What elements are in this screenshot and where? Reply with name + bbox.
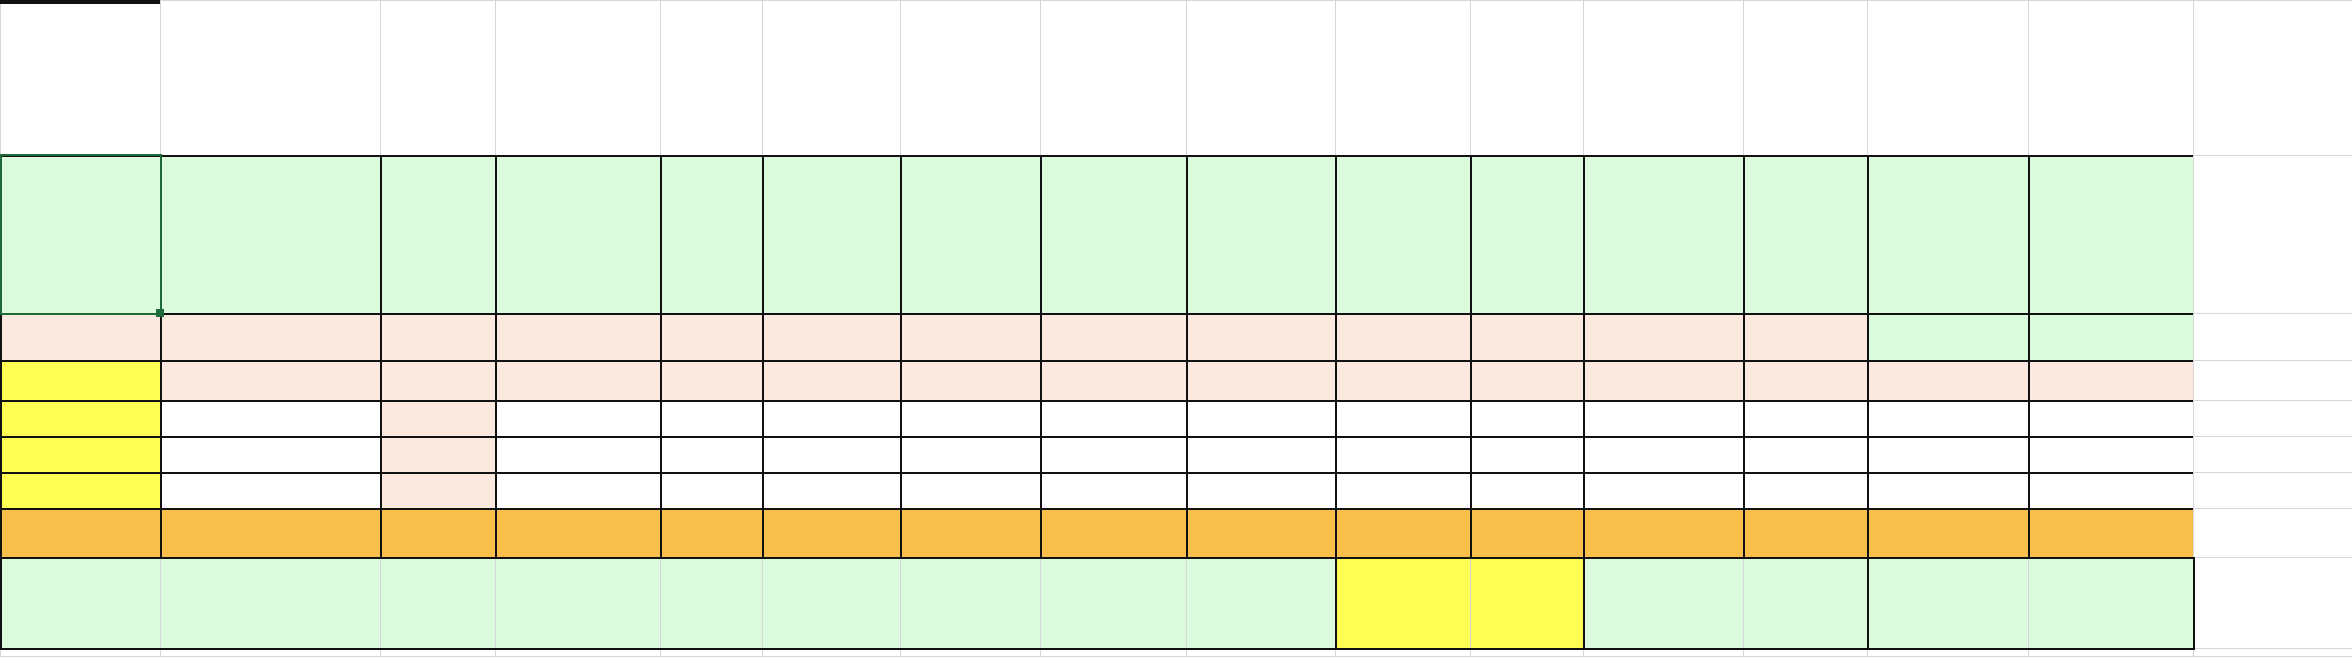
header-cumulative-loss[interactable] — [1186, 155, 1335, 313]
header-cumulative-gain[interactable] — [1040, 155, 1186, 313]
header-accumulated-hours[interactable] — [1583, 155, 1743, 313]
subheader-date[interactable] — [2193, 313, 2352, 360]
row-finish-cum-gain[interactable] — [1040, 508, 1186, 557]
row-cp-11-cum-gain[interactable] — [1040, 472, 1186, 508]
row-cp-11-label[interactable] — [0, 472, 160, 508]
row-finish-label[interactable] — [0, 508, 160, 557]
row-cp-1-time-between[interactable] — [1335, 400, 1470, 436]
row-finish-loss[interactable] — [900, 508, 1040, 557]
row-cp-1-high[interactable] — [660, 400, 762, 436]
row-start-acc-dist[interactable] — [495, 360, 660, 400]
row-start-gain[interactable] — [762, 360, 900, 400]
totals-distance-value[interactable] — [1335, 557, 1470, 601]
row-cp-9-acc-hours[interactable] — [1583, 436, 1743, 472]
row-start-time-between[interactable] — [1335, 360, 1470, 400]
header-running-average-speed[interactable] — [1743, 155, 1867, 313]
row-finish-dist[interactable] — [380, 508, 495, 557]
totals-vline-2 — [1867, 557, 1869, 650]
subheader-time[interactable] — [2028, 313, 2193, 360]
header-cutoff-time[interactable] — [2028, 155, 2352, 313]
row-start-run-speed[interactable] — [1743, 360, 1867, 400]
row-cp-11-run-speed[interactable] — [1743, 472, 1867, 508]
header-highest-point[interactable] — [660, 155, 762, 313]
header-time-between-cps[interactable] — [1335, 155, 1470, 313]
row-cp-9-cutoff-time[interactable] — [2028, 436, 2193, 472]
row-finish-acc-hours[interactable] — [1583, 508, 1743, 557]
table-vline-13 — [1867, 155, 1869, 557]
row-cp-1-acc-hours[interactable] — [1583, 400, 1743, 436]
row-cp-11-lap-speed[interactable] — [1470, 472, 1583, 508]
row-start-label[interactable] — [0, 360, 160, 400]
row-cp-11-loss[interactable] — [900, 472, 1040, 508]
row-cp-11-cutoff-date[interactable] — [2193, 472, 2352, 508]
header-lap-average-speed[interactable] — [1470, 155, 1583, 313]
totals-fill-right — [1583, 557, 2193, 648]
top-selection-bar — [0, 0, 160, 4]
row-start-place[interactable] — [160, 360, 380, 400]
totals-vline-1 — [1583, 557, 1585, 650]
row-cp-9-acc-dist[interactable] — [495, 436, 660, 472]
row-cp-11-gain[interactable] — [762, 472, 900, 508]
header-distance[interactable] — [380, 155, 495, 313]
row-cp-1-cutoff-time[interactable] — [2028, 400, 2193, 436]
row-finish-cutoff-time[interactable] — [2028, 508, 2193, 557]
totals-label — [1040, 557, 1186, 602]
row-cp-11-cutoff-time[interactable] — [2028, 472, 2193, 508]
table-hline-bottom — [0, 648, 2193, 650]
row-finish-high[interactable] — [660, 508, 762, 557]
row-cp-9-cum-loss[interactable] — [1186, 436, 1335, 472]
row-cp-1-label[interactable] — [0, 400, 160, 436]
row-start-high[interactable] — [660, 360, 762, 400]
row-start-cum-loss[interactable] — [1186, 360, 1335, 400]
row-cp-1-cum-loss[interactable] — [1186, 400, 1335, 436]
row-cp-11-acc-hours[interactable] — [1583, 472, 1743, 508]
sheet-subtitle[interactable] — [1040, 0, 1583, 155]
row-start-cutoff-date[interactable] — [2193, 360, 2352, 400]
row-cp-9-lap-speed[interactable] — [1470, 436, 1583, 472]
row-finish-place[interactable] — [160, 508, 380, 557]
row-cp-9-dist[interactable] — [380, 436, 495, 472]
header-elevation-gain[interactable] — [762, 155, 900, 313]
totals-cutoff-label — [1186, 603, 1335, 648]
row-finish-run-speed[interactable] — [1743, 508, 1867, 557]
row-cp-1-loss[interactable] — [900, 400, 1040, 436]
row-cp-1-cutoff-date[interactable] — [2193, 400, 2352, 436]
row-finish-acc-dist[interactable] — [495, 508, 660, 557]
hard-cut-off-note[interactable] — [2197, 508, 2352, 557]
row-cp-11-acc-dist[interactable] — [495, 472, 660, 508]
row-start-loss[interactable] — [900, 360, 1040, 400]
row-cp-11-place[interactable] — [160, 472, 380, 508]
header-elevation-loss[interactable] — [900, 155, 1040, 313]
totals-vline-3 — [2193, 557, 2195, 650]
row-cp-1-place[interactable] — [160, 400, 380, 436]
row-cp-1-dist[interactable] — [380, 400, 495, 436]
subheader-fill — [0, 313, 1867, 360]
header-accumulated-distance[interactable] — [495, 155, 660, 313]
row-finish-time-between[interactable] — [1335, 508, 1470, 557]
row-cp-9-place[interactable] — [160, 436, 380, 472]
row-cp-1-cum-gain[interactable] — [1040, 400, 1186, 436]
row-cp-9-run-speed[interactable] — [1743, 436, 1867, 472]
row-cp-1-lap-speed[interactable] — [1470, 400, 1583, 436]
row-start-lap-speed[interactable] — [1470, 360, 1583, 400]
row-finish-lap-speed[interactable] — [1470, 508, 1583, 557]
row-cp-11-high[interactable] — [660, 472, 762, 508]
row-cp-9-high[interactable] — [660, 436, 762, 472]
row-cp-11-dist[interactable] — [380, 472, 495, 508]
row-finish-cum-loss[interactable] — [1186, 508, 1335, 557]
row-start-acc-hours[interactable] — [1583, 360, 1743, 400]
row-cp-9-loss[interactable] — [900, 436, 1040, 472]
row-cp-11-cum-loss[interactable] — [1186, 472, 1335, 508]
totals-distance-label — [1186, 557, 1335, 603]
header-place[interactable] — [160, 155, 380, 313]
row-cp-1-run-speed[interactable] — [1743, 400, 1867, 436]
row-finish-gain[interactable] — [762, 508, 900, 557]
table-hline-1 — [0, 313, 2193, 315]
selection-fill-handle[interactable] — [156, 309, 164, 317]
cell-selection[interactable] — [0, 154, 162, 315]
row-cp-9-time-between[interactable] — [1335, 436, 1470, 472]
row-cp-9-cutoff-date[interactable] — [2193, 436, 2352, 472]
row-cp-9-label[interactable] — [0, 436, 160, 472]
row-start-cum-gain[interactable] — [1040, 360, 1186, 400]
row-start-cutoff-time[interactable] — [2028, 360, 2193, 400]
totals-speed-value[interactable] — [1470, 603, 1583, 648]
totals-vline-left — [0, 557, 2, 650]
row-cp-1-acc-dist[interactable] — [495, 400, 660, 436]
row-cp-1-gain[interactable] — [762, 400, 900, 436]
row-start-dist[interactable] — [380, 360, 495, 400]
totals-cutoff-value[interactable] — [1335, 603, 1470, 648]
row-cp-9-gain[interactable] — [762, 436, 900, 472]
row-cp-9-cum-gain[interactable] — [1040, 436, 1186, 472]
row-cp-11-time-between[interactable] — [1335, 472, 1470, 508]
sheet-title[interactable] — [0, 0, 1040, 155]
